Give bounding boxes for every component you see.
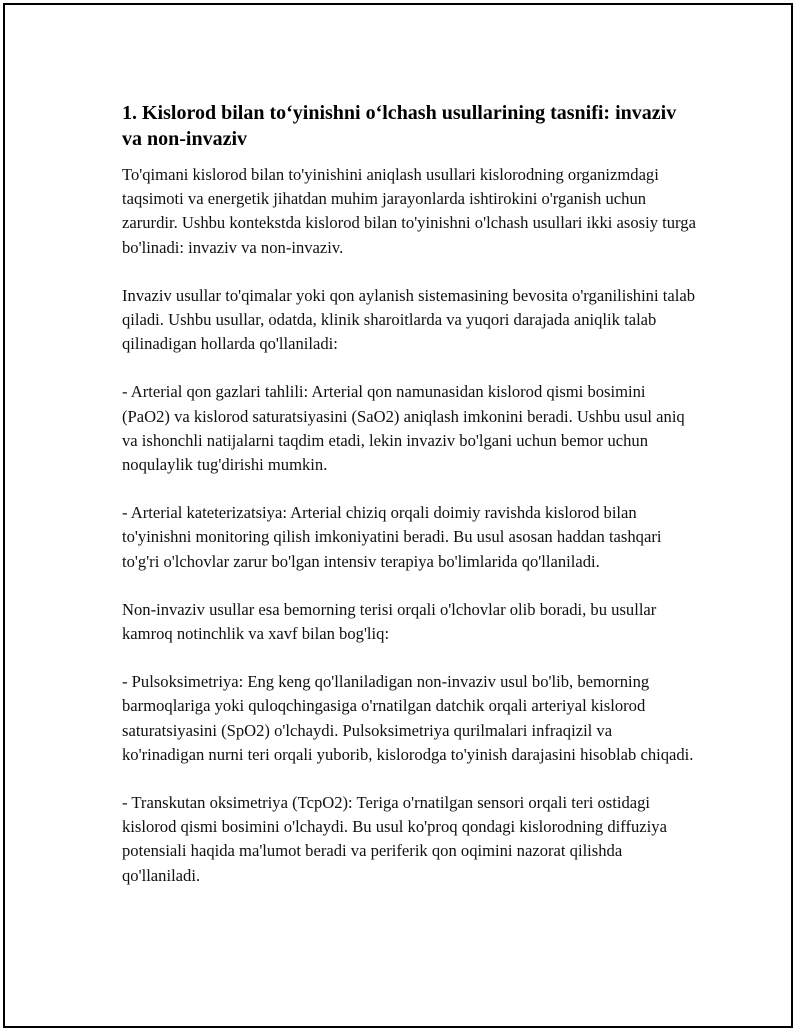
paragraph-noninvasive-intro: Non-invaziv usullar esa bemorning terisi orqali o'lchovlar olib boradi, bu usullar kamroq notinchlik va xavf bilan bog'liq: — [122, 599, 657, 644]
document-body — [122, 100, 697, 912]
paragraph-arterial-blood-gas: - Arterial qon gazlari tahlili: Arterial qon namunasidan kislorod qismi bosimini (PaO2) va kislorod saturatsiyasini (SaO2) aniqlash imkonini beradi. Ushbu usul aniq va ishonchli natijalarni taqdim etadi, lekin invaziv bo'lgani uchun bemor uchun noqulaylik tug'dirishi mumkin. — [122, 382, 685, 475]
paragraph-invasive-intro: Invaziv usullar to'qimalar yoki qon aylanish sistemasining bevosita o'rganilishini talab qiladi. Ushbu usullar, odatda, klinik sharoitlarda va yuqori darajada aniqlik talab qilinadigan hollarda qo'llaniladi: — [122, 285, 695, 354]
paragraph-arterial-catheterization: - Arterial kateterizatsiya: Arterial chiziq orqali doimiy ravishda kislorod bilan to'yinishni monitoring qilish imkoniyatini beradi. Bu usul asosan haddan tashqari to'g'ri o'lchovlar zarur bo'lgan intensiv terapiya bo'limlarida qo'llaniladi. — [122, 503, 662, 571]
paragraph-intro: To'qimani kislorod bilan to'yinishini aniqlash usullari kislorodning organizmdagi taqsimoti va energetik jihatdan muhim jarayonlarda ishtirokini o'rganish uchun zarurdir. Ushbu kontekstda kislorod bilan to'yinishni o'lchash usullari ikki asosiy turga bo'linadi: invaziv va non-invaziv. — [122, 165, 696, 257]
paragraph-pulse-oximetry: - Pulsoksimetriya: Eng keng qo'llaniladigan non-invaziv usul bo'lib, bemorning barmoqlariga yoki quloqchingasiga o'rnatilgan datchik orqali arteriyal kislorod saturatsiyasini (SpO2) o'lchaydi. Pulsoksimetriya qurilmalari infraqizil va ko'rinadigan nurni teri orqali yuborib, kislorodga to'yinish darajasini hisoblab chiqadi. — [122, 672, 694, 764]
page-frame — [3, 3, 793, 1028]
section-title: 1. Kislorod bilan to‘yinishni o‘lchash usullarining tasnifi: invaziv va non-invaziv — [122, 102, 677, 150]
paragraph-transcutaneous-oximetry: - Transkutan oksimetriya (TcpO2): Teriga o'rnatilgan sensori orqali teri ostidagi kislorod qismi bosimini o'lchaydi. Bu usul ko'proq qondagi kislorodning diffuziya potensiali haqida ma'lumot beradi va periferik qon oqimini nazorat qilishda qo'llaniladi. — [122, 793, 667, 885]
